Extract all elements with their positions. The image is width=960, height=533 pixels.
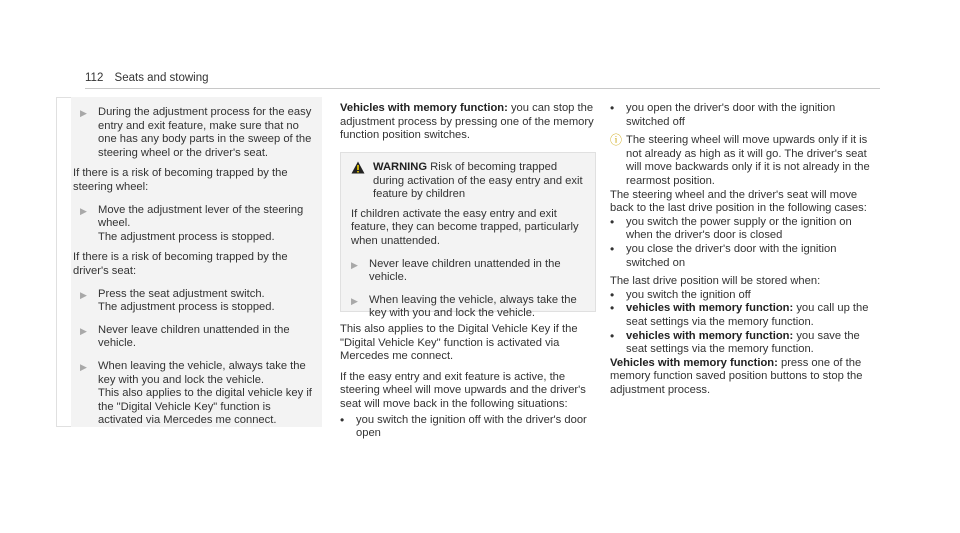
bullet-text: Never leave children unattended in the vehicle. [98,323,290,350]
header-rule [85,88,880,89]
bullet-text: During the adjustment process for the easy entry and exit feature, make sure that no one has any body parts in the sweep of the steering wheel or the driver's seat. [98,106,312,159]
arrow-bullet-icon: ▶ [351,259,358,270]
bullet-text: you open the driver's door with the ignition switched off [626,102,836,128]
paragraph: The last drive position will be stored when: [610,275,821,288]
bullet-result: The adjustment process is stopped. [98,301,275,314]
bullet-text: you close the driver's door with the ignition switched on [626,242,837,269]
bullet-result: The adjustment process is stopped. [98,230,275,243]
info-icon: ⓘ [610,133,623,148]
column-3 [610,102,880,397]
paragraph: This also applies to the Digital Vehicle Key if the "Digital Vehicle Key" function is activated via Mercedes me connect. [340,323,578,363]
bullet-text: When leaving the vehicle, always take the key with you and lock the vehicle. [98,359,306,386]
paragraph: If there is a risk of becoming trapped by the steering wheel: [73,167,288,193]
warning-triangle-icon [351,161,373,202]
section-title: Seats and stowing [114,72,209,84]
list-item [610,243,880,270]
bullet-dot-icon: • [610,301,615,316]
bullet-text: Move the adjustment lever of the steering wheel. [98,203,304,230]
arrow-bullet-icon: ▶ [80,325,87,336]
paragraph: If the easy entry and exit feature is active, the steering wheel will move upwards and the driver's seat will move back in the following situations: [340,370,586,410]
list-item [80,204,312,245]
column-1 [73,106,312,428]
list-item [610,216,880,243]
column-2-lower [340,323,595,441]
arrow-bullet-icon: ▶ [351,295,358,306]
list-item [610,302,880,329]
paragraph: Vehicles with memory function: press one of the memory function saved position buttons to stop the adjustment process. [610,356,863,396]
page-number: 112 [85,72,104,84]
bullet-text: you switch the ignition off with the driver's door open [356,413,587,440]
paragraph: Vehicles with memory function: you can stop the adjustment process by pressing one of the memory function position switches. [340,102,594,142]
list-item [80,360,312,428]
warning-text: If children activate the easy entry and exit feature, they can become trapped, particularly when unattended. [351,207,579,247]
bullet-text: you switch the ignition off [626,288,751,301]
bullet-dot-icon: • [610,101,615,115]
info-text: The steering wheel will move upwards only if it is not already as high as it will go. The driver's seat will move backwards only if it is not already in the rearmost position. [626,134,870,187]
bullet-text: you switch the power supply or the ignition on when the driver's door is closed [626,215,852,242]
arrow-bullet-icon: ▶ [80,289,87,300]
bullet-text: Never leave children unattended in the vehicle. [369,257,561,284]
list-item [80,106,312,160]
list-item [80,324,312,351]
warning-box [340,152,596,320]
bullet-text: vehicles with memory function: you save the seat settings via the memory function. [626,329,860,356]
bullet-dot-icon: • [340,412,345,427]
column-2 [340,102,595,143]
bullet-dot-icon: • [610,214,615,229]
list-item [610,102,880,129]
warning-title: WARNING Risk of becoming trapped during activation of the easy entry and exit feature by children [373,161,583,201]
info-note [610,134,880,188]
bullet-dot-icon: • [610,328,615,343]
list-item [610,330,880,357]
list-item [610,289,880,303]
paragraph: The steering wheel and the driver's seat will move back to the last drive position in the following cases: [610,188,867,215]
bullet-text: When leaving the vehicle, always take the key with you and lock the vehicle. [369,293,577,320]
page-header [85,72,209,86]
bullet-dot-icon: • [610,287,615,302]
arrow-bullet-icon: ▶ [80,361,87,372]
warning-header [351,161,585,202]
bullet-text-continued: This also applies to the digital vehicle key if the "Digital Vehicle Key" function is activated via Mercedes me connect. [98,387,312,427]
list-item [351,294,585,321]
arrow-bullet-icon: ▶ [80,205,87,216]
paragraph: If there is a risk of becoming trapped by the driver's seat: [73,251,288,277]
bullet-text: vehicles with memory function: you call up the seat settings via the memory function. [626,302,869,328]
bullet-text: Press the seat adjustment switch. [98,287,265,300]
list-item [351,258,585,285]
list-item [340,414,595,441]
bullet-dot-icon: • [610,241,615,256]
arrow-bullet-icon: ▶ [80,108,87,118]
list-item [80,288,312,315]
